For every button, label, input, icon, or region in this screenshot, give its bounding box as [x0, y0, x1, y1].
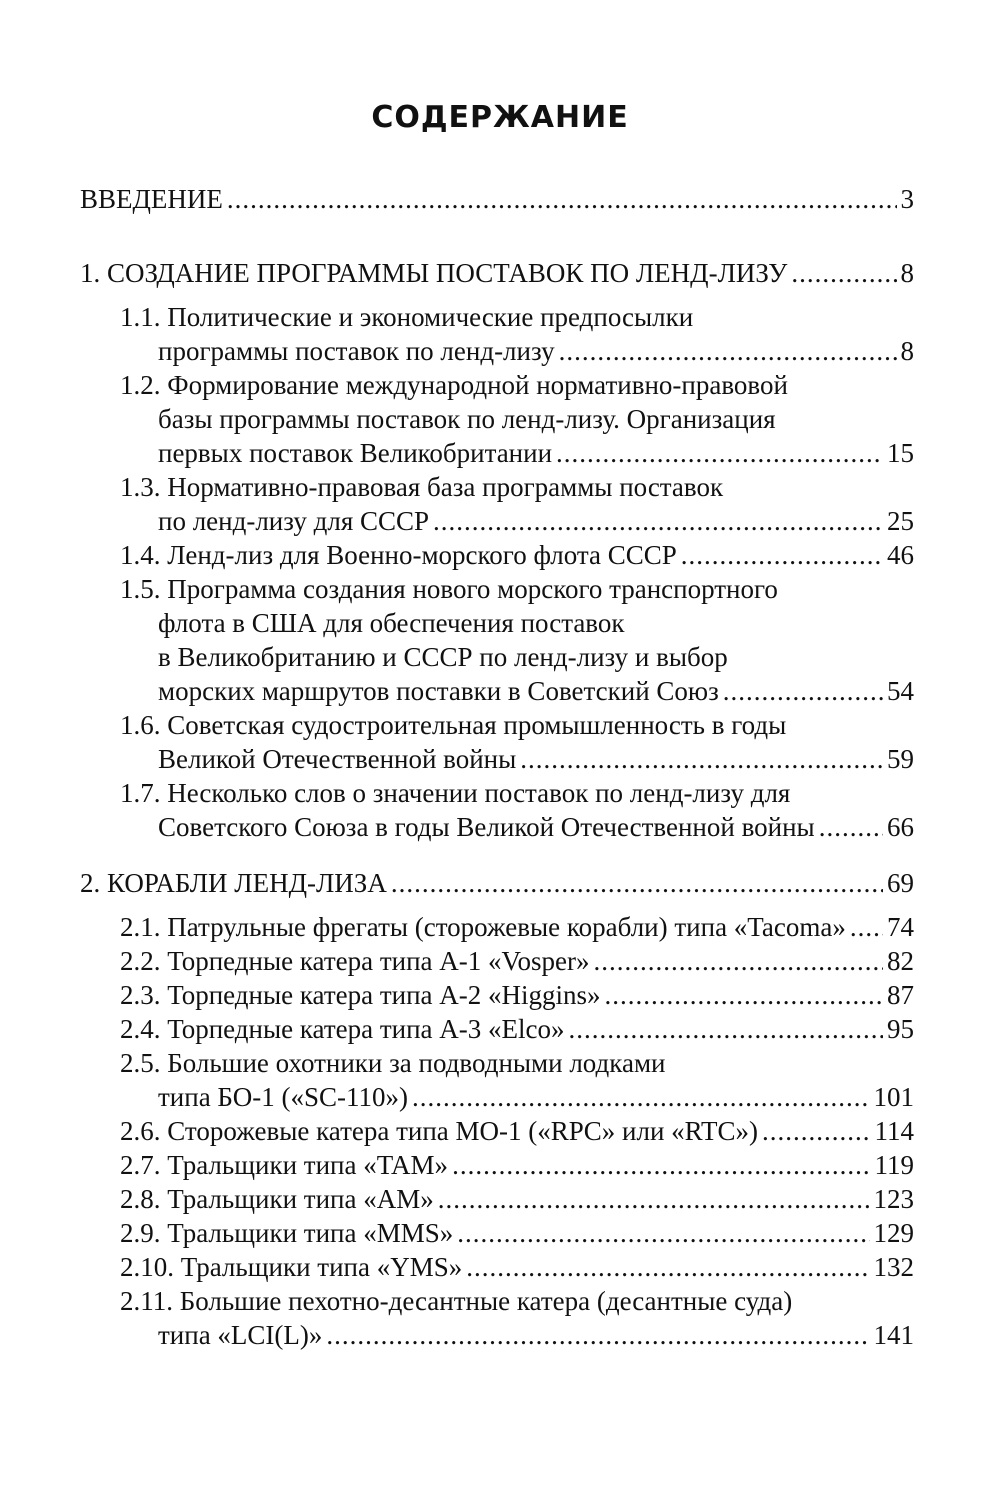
toc-entry-title: 1.6. Советская судостроительная промышленность в годы [120, 710, 787, 740]
toc-entry-chapter-1[interactable] [80, 256, 914, 290]
toc-entry-2-9[interactable] [80, 1216, 914, 1250]
toc-entry-title: 1.5. Программа создания нового морского транспортного [120, 574, 778, 604]
toc-entry-2-11[interactable] [80, 1284, 914, 1352]
toc-entry-title: 2.2. Торпедные катера типа А-1 «Vosper» [120, 946, 590, 976]
toc-entry-title: 2.10. Тральщики типа «YMS» [120, 1252, 463, 1282]
toc-page-number: 141 [873, 1320, 914, 1350]
toc-entry-title: 1.4. Ленд-лиз для Военно-морского флота СССР [120, 540, 677, 570]
toc-page-number: 59 [887, 744, 914, 774]
toc-page-number: 114 [874, 1116, 914, 1146]
toc-page-number: 69 [887, 868, 914, 898]
toc-page-number: 54 [887, 676, 914, 706]
dot-leader [520, 742, 883, 776]
toc-page-number: 132 [873, 1252, 914, 1282]
toc-line [80, 866, 914, 900]
toc-entry-2-7[interactable] [80, 1148, 914, 1182]
toc-entry-title: 1.7. Несколько слов о значении поставок по ленд-лизу для [120, 778, 791, 808]
toc-entry-title-cont: Великой Отечественной войны [158, 744, 517, 774]
toc-page-number: 8 [900, 258, 914, 288]
toc-entry-title: 1.2. Формирование международной нормативно-правовой [120, 370, 788, 400]
toc-entry-2-6[interactable] [80, 1114, 914, 1148]
toc-entry-title: 2.1. Патрульные фрегаты (сторожевые корабли) типа «Tacoma» [120, 912, 846, 942]
toc-entry-1-5[interactable] [80, 572, 914, 708]
toc-entry-2-2[interactable] [80, 944, 914, 978]
toc-entry-title: 2.4. Торпедные катера типа А-3 «Elco» [120, 1014, 565, 1044]
toc-page-number: 87 [887, 980, 914, 1010]
toc-page-number: 129 [873, 1218, 914, 1248]
toc-entry-title-cont: базы программы поставок по ленд-лизу. Организация [158, 404, 776, 434]
page-title: СОДЕРЖАНИЕ [371, 100, 629, 135]
toc-entry-2-4[interactable] [80, 1012, 914, 1046]
toc-page-number: 82 [887, 946, 914, 976]
toc-entry-2-8[interactable] [80, 1182, 914, 1216]
toc-entry-1-2[interactable] [80, 368, 914, 470]
toc-entry-title-cont: программы поставок по ленд-лизу [158, 336, 555, 366]
toc-entry-title-cont: типа БО-1 («SC-110») [158, 1082, 408, 1112]
toc-page-number: 101 [873, 1082, 914, 1112]
toc-entry-title: 2. КОРАБЛИ ЛЕНД-ЛИЗА [80, 868, 387, 898]
toc-entry-title: 2.3. Торпедные катера типа А-2 «Higgins» [120, 980, 601, 1010]
dot-leader [227, 182, 897, 216]
dot-leader [433, 504, 883, 538]
dot-leader [723, 674, 883, 708]
toc-entry-title: 1.3. Нормативно-правовая база программы поставок [120, 472, 724, 502]
toc-page-number: 3 [900, 184, 914, 214]
toc-page-number: 15 [887, 438, 914, 468]
dot-leader [681, 538, 883, 572]
dot-leader [556, 436, 883, 470]
toc-entry-title: 2.9. Тральщики типа «MMS» [120, 1218, 454, 1248]
dot-leader [605, 978, 883, 1012]
toc-entry-2-1[interactable] [80, 910, 914, 944]
dot-leader [791, 256, 896, 290]
toc-page-number: 25 [887, 506, 914, 536]
toc-entry-1-7[interactable] [80, 776, 914, 844]
dot-leader [452, 1148, 870, 1182]
toc-entry-title-cont: морских маршрутов поставки в Советский Союз [158, 676, 719, 706]
toc-line [80, 182, 914, 216]
toc-entry-title-cont: по ленд-лизу для СССР [158, 506, 430, 536]
dot-leader [438, 1182, 870, 1216]
toc-entry-1-3[interactable] [80, 470, 914, 538]
toc-entry-title: ВВЕДЕНИЕ [80, 184, 223, 214]
dot-leader [850, 910, 883, 944]
toc-entry-title-cont: в Великобританию и СССР по ленд-лизу и выбор [158, 642, 728, 672]
table-of-contents [80, 182, 914, 1352]
toc-entry-title: 2.11. Большие пехотно-десантные катера (десантные суда) [120, 1286, 793, 1316]
toc-entry-1-1[interactable] [80, 300, 914, 368]
toc-page-number: 95 [887, 1014, 914, 1044]
toc-page-number: 123 [873, 1184, 914, 1214]
dot-leader [569, 1012, 883, 1046]
toc-entry-title-cont: типа «LCI(L)» [158, 1320, 323, 1350]
toc-entry-2-10[interactable] [80, 1250, 914, 1284]
toc-entry-title-cont: первых поставок Великобритании [158, 438, 553, 468]
toc-entry-introduction[interactable] [80, 182, 914, 216]
toc-entry-2-5[interactable] [80, 1046, 914, 1114]
toc-entry-title-cont: флота в США для обеспечения поставок [158, 608, 625, 638]
toc-page-number: 66 [887, 812, 914, 842]
dot-leader [819, 810, 883, 844]
dot-leader [594, 944, 883, 978]
toc-line [80, 256, 914, 290]
dot-leader [466, 1250, 869, 1284]
toc-entry-title: 2.7. Тральщики типа «TAM» [120, 1150, 449, 1180]
toc-entry-1-4[interactable] [80, 538, 914, 572]
toc-page-number: 8 [900, 336, 914, 366]
dot-leader [457, 1216, 869, 1250]
dot-leader [391, 866, 883, 900]
toc-page-number: 46 [887, 540, 914, 570]
dot-leader [412, 1080, 870, 1114]
dot-leader [326, 1318, 869, 1352]
toc-entry-title-cont: Советского Союза в годы Великой Отечественной войны [158, 812, 815, 842]
dot-leader [559, 334, 897, 368]
toc-entry-chapter-2[interactable] [80, 866, 914, 900]
dot-leader [762, 1114, 870, 1148]
toc-page-number: 119 [874, 1150, 914, 1180]
toc-entry-title: 1. СОЗДАНИЕ ПРОГРАММЫ ПОСТАВОК ПО ЛЕНД-ЛИЗУ [80, 258, 788, 288]
toc-entry-1-6[interactable] [80, 708, 914, 776]
toc-entry-title: 2.5. Большие охотники за подводными лодками [120, 1048, 666, 1078]
toc-entry-2-3[interactable] [80, 978, 914, 1012]
toc-entry-title: 2.8. Тральщики типа «AM» [120, 1184, 434, 1214]
toc-entry-title: 1.1. Политические и экономические предпосылки [120, 302, 694, 332]
toc-entry-title: 2.6. Сторожевые катера типа МО-1 («RPC» или «RTC») [120, 1116, 759, 1146]
toc-page-number: 74 [887, 912, 914, 942]
